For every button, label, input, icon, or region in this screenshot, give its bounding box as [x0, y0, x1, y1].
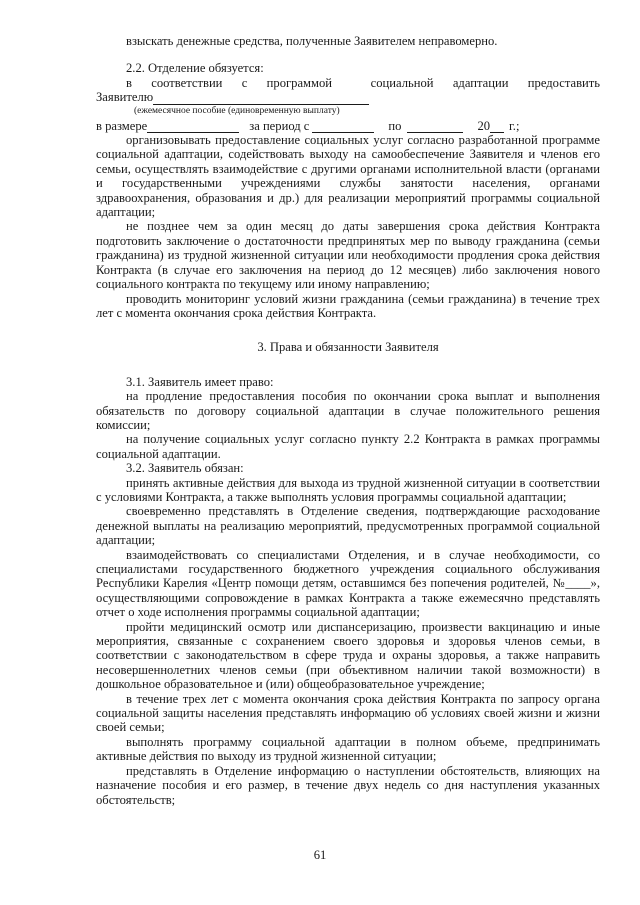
text-organize-services: организовывать предоставление социальных услуг согласно разработанной программе социальной адаптации, содействовать выходу на самообеспечение Заявителя и членов его семьи, осуществлять взаимодействие с другими органами исполнительной власти (органами и государственными учреждениями службы занятости населения, органами здравоохранения, образования и др.) для реализации мероприятий программы социальной адаптации;: [96, 133, 600, 220]
applicant-label: Заявителю: [96, 90, 154, 105]
text-duty-interact: взаимодействовать со специалистами Отделения, и в случае необходимости, со специалистами государственного бюджетного учреждения социального обслуживания Республики Карелия «Центр помощи детям, оставшимся без попечения родителей, №____», осуществляющими сопровождение в рамках Контракта а также ежемесячно представлять отчет о ходе исполнения программы социальной адаптации;: [96, 547, 600, 620]
period-from-blank: [312, 121, 374, 133]
text-monitoring: проводить мониторинг условий жизни гражданина (семьи гражданина) в течение трех лет с момента окончания срока действия Контракта.: [96, 291, 600, 320]
section-3-heading: 3. Права и обязанности Заявителя: [257, 340, 439, 355]
section-2-2-title: 2.2. Отделение обязуется:: [126, 61, 264, 76]
page-number: 61: [313, 848, 327, 862]
text-duty-three-years: в течение трех лет с момента окончания срока действия Контракта по запросу органа социальной защиты населения представлять информацию об условиях своей жизни и жизни своей семьи;: [96, 691, 600, 735]
amount-period-line: в размере за период с по 20 г.;: [96, 118, 520, 133]
document-body: [96, 34, 600, 807]
benefit-type-blank: [153, 93, 369, 105]
text-right-services: на получение социальных услуг согласно пункту 2.2 Контракта в рамках программы социальной адаптации.: [96, 432, 600, 461]
text-duty-medical: пройти медицинский осмотр или диспансеризацию, произвести вакцинацию и иные мероприятия, связанные с сохранением своего здоровья и здоровья членов семьи, в соответствии с законодательством в сфере труда и охраны здоровья, а также направить несовершеннолетних членов семьи (при объективном наличии такой возможности) в дошкольное образовательное и (или) общеобразовательное учреждение;: [96, 619, 600, 692]
text-duty-inform: представлять в Отделение информацию о наступлении обстоятельств, влияющих на назначение пособия и его размер, в течение двух недель со дня наступления указанных обстоятельств;: [96, 763, 600, 807]
applicant-line: [96, 90, 600, 104]
section-3-2-title: 3.2. Заявитель обязан:: [126, 461, 244, 476]
period-to-blank: [407, 121, 463, 133]
text-duty-report-spending: своевременно представлять в Отделение сведения, подтверждающие расходование денежной выплаты на реализацию мероприятий, предусмотренных программой социальной адаптации;: [96, 504, 600, 548]
text-prepare-conclusion: не позднее чем за один месяц до даты завершения срока действия Контракта подготовить заключение о достаточности предпринятых мер по выводу гражданина (семьи гражданина) из трудной жизненной ситуации или необходимости продления срока действия Контракта (в случае его заключения на период до 12 месяцев) либо заключения нового социального контракта по текущему или иному направлению;: [96, 219, 600, 292]
text-duty-active: принять активные действия для выхода из трудной жизненной ситуации в соответствии с условиями Контракта, а также выполнять условия программы социальной адаптации;: [96, 475, 600, 504]
section-3-1-title: 3.1. Заявитель имеет право:: [126, 374, 274, 389]
text-recover-funds: взыскать денежные средства, полученные Заявителем неправомерно.: [126, 34, 498, 48]
text-right-extension: на продление предоставления пособия по окончании срока выплат и выполнения обязательств по договору социальной адаптации в случае положительного решения комиссии;: [96, 389, 600, 432]
amount-blank: [147, 121, 239, 133]
text-duty-program: выполнять программу социальной адаптации в полном объеме, предпринимать активные действия по выходу из трудной жизненной ситуации;: [96, 734, 600, 764]
benefit-type-caption: (ежемесячное пособие (единовременную выплату): [134, 105, 340, 116]
section-2-2-line: в соответствии с программой социальной адаптации предоставить: [126, 75, 601, 90]
year-blank: [490, 121, 504, 133]
